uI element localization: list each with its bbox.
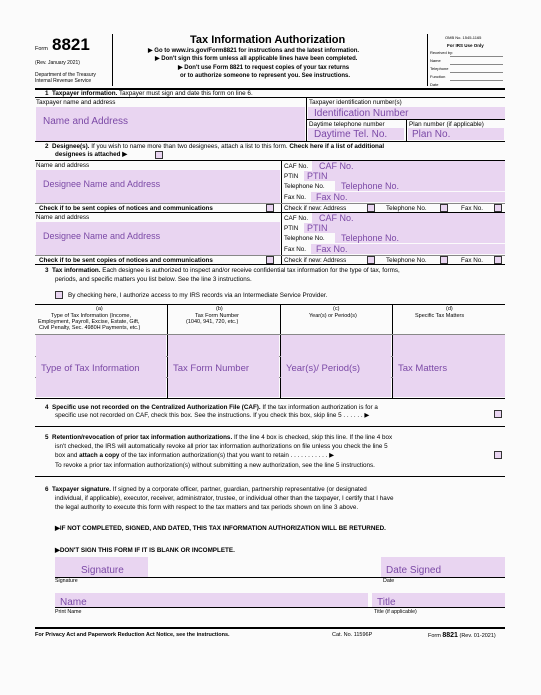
line5-number: 5 <box>45 434 49 441</box>
irs-function: Function <box>430 74 446 79</box>
col-a-line1: Type of Tax Information (Income, <box>51 313 131 319</box>
designee1-fax-label: Fax No. <box>284 194 307 201</box>
daytime-phone-label: Daytime telephone number <box>309 121 385 128</box>
rule <box>35 141 505 142</box>
line2-text: If you wish to name more than two designees, attach a list to this form. <box>91 143 288 150</box>
omb-number: OMB No. 1545-1165 <box>445 35 482 40</box>
line1-number: 1 <box>45 90 49 97</box>
irs-rule <box>450 64 503 65</box>
rule <box>35 476 505 477</box>
footer-rev: (Rev. 01-2021) <box>459 633 496 639</box>
line6-heading <box>45 486 367 493</box>
taxpayer-tin-label: Taxpayer identification number(s) <box>309 99 402 106</box>
designee2-new-tel-checkbox[interactable] <box>440 256 448 264</box>
designee1-caf-value: CAF No. <box>319 161 354 171</box>
line5-text3b: attach a copy <box>79 452 120 459</box>
line5-checkbox[interactable] <box>494 451 502 459</box>
tax-form-number-value: Tax Form Number <box>173 363 250 374</box>
designee2-new-address-label: Check if new: Address <box>284 257 347 264</box>
years-periods-value: Year(s)/ Period(s) <box>286 363 361 374</box>
rule <box>281 160 282 212</box>
line3-number: 3 <box>45 267 49 274</box>
designee1-new-tel-label: Telephone No. <box>386 205 427 212</box>
irs-rule <box>450 72 503 73</box>
col-b-line1: Tax Form Number <box>195 313 240 319</box>
line3-text1: Each designee is authorized to inspect and/or receive confidential tax information for the type of tax, forms, <box>102 267 400 274</box>
ives-label: By checking here, I authorize access to my IRS records via an Intermediate Service Provider. <box>68 292 328 299</box>
taxpayer-name-value: Name and Address <box>43 116 129 127</box>
designee1-fax-value: Fax No. <box>316 192 348 202</box>
rule <box>35 264 505 265</box>
print-name-value: Name <box>60 597 87 608</box>
designee1-ptin-field[interactable] <box>304 171 505 181</box>
rule <box>35 97 505 98</box>
line2-number: 2 <box>45 143 49 150</box>
line5-text3c: of the tax information authorization(s) that you want to retain . . . . . . . . . . . ▶ <box>121 452 334 459</box>
line6-number: 6 <box>45 486 49 493</box>
col-d-letter: (d) <box>446 306 453 312</box>
plan-number-label: Plan number (if applicable) <box>409 121 484 128</box>
designee2-new-tel-label: Telephone No. <box>386 257 427 264</box>
form-title: Tax Information Authorization <box>190 34 346 46</box>
privacy-notice: For Privacy Act and Paperwork Reduction Act Notice, see the instructions. <box>35 632 230 638</box>
rule <box>35 426 505 427</box>
instruction-dont-sign: ▶ Don't sign this form unless all applicable lines have been completed. <box>155 56 358 62</box>
taxpayer-tin-value: Identification Number <box>314 108 409 119</box>
designee2-fax-value: Fax No. <box>316 244 348 254</box>
designee1-new-address-checkbox[interactable] <box>367 204 375 212</box>
signature-value: Signature <box>81 565 124 576</box>
designee2-copies-checkbox[interactable] <box>266 256 274 264</box>
taxpayer-name-label: Taxpayer name and address <box>36 99 116 106</box>
line4-heading <box>45 404 378 411</box>
instruction-goto: ▶ Go to www.irs.gov/Form8821 for instructions and the latest information. <box>148 48 360 54</box>
instruction-dont-use: ▶ Don't use Form 8821 to request copies of your tax returns <box>178 65 350 71</box>
form-number: 8821 <box>52 35 90 54</box>
irs-rule <box>450 56 503 57</box>
title-label: Title (if applicable) <box>374 609 417 615</box>
irs-use-only: For IRS Use Only <box>447 43 484 48</box>
designee2-ptin-value: PTIN <box>307 223 328 233</box>
designee2-name-value: Designee Name and Address <box>43 231 161 241</box>
daytime-phone-value: Daytime Tel. No. <box>314 129 388 140</box>
line2-bold-text: Check here if a list of additional <box>289 143 385 150</box>
line5-text2: isn't checked, the IRS will automatically revoke all prior tax information authorizations on file unless you check the line 5 <box>55 443 388 450</box>
irs-date: Date <box>430 82 439 87</box>
line6-text2: individual, if applicable), executor, receiver, administrator, trustee, or individual other than the taxpayer, I certify that I have <box>55 495 394 502</box>
designee1-ptin-value: PTIN <box>307 171 328 181</box>
rule <box>55 607 505 608</box>
line4-bold: Specific use not recorded on the Centralized Authorization File (CAF). <box>52 404 261 411</box>
col-c-line1: Year(s) or Period(s) <box>309 313 357 319</box>
footer-rule <box>35 627 505 629</box>
line3-text2: periods, and specific matters you list below. See the line 3 instructions. <box>55 276 252 283</box>
col-d-line1: Specific Tax Matters <box>415 313 465 319</box>
irs-received-by: Received by: <box>430 50 454 55</box>
designee2-name-label: Name and address <box>36 214 90 221</box>
line4-text1: If the tax information authorization is for a <box>262 404 378 411</box>
date-signed-value: Date Signed <box>386 565 442 576</box>
footer-form-number: 8821 <box>442 632 458 639</box>
designee2-ptin-label: PTIN <box>284 225 299 232</box>
designee1-name-label: Name and address <box>36 162 90 169</box>
designee2-caf-value: CAF No. <box>319 213 354 223</box>
date-label: Date <box>383 578 395 584</box>
col-c-letter: (c) <box>333 306 340 312</box>
line5-text3 <box>55 452 334 459</box>
revision-date: (Rev. January 2021) <box>35 60 80 66</box>
department-line1: Department of the Treasury <box>35 72 96 78</box>
line4-checkbox[interactable] <box>494 410 502 418</box>
line2-heading-bold: Designee(s). <box>52 143 90 150</box>
designee2-tel-label: Telephone No. <box>284 235 325 242</box>
line6-text1: If signed by a corporate officer, partner, guardian, partnership representative (or designated <box>112 486 367 493</box>
title-value: Title <box>377 597 396 608</box>
col-a-letter: (a) <box>96 306 103 312</box>
department-line2: Internal Revenue Service <box>35 78 92 84</box>
col-b-line2: (1040, 941, 720, etc.) <box>186 319 239 325</box>
tax-matters-value: Tax Matters <box>398 363 448 374</box>
designee1-ptin-label: PTIN <box>284 173 299 180</box>
line3-heading <box>45 267 400 274</box>
designee2-new-fax-checkbox[interactable] <box>494 256 502 264</box>
designee1-tel-value: Telephone No. <box>341 181 400 191</box>
line2-bold-text2: designees is attached ▶ <box>55 151 128 158</box>
ives-checkbox[interactable] <box>55 291 63 299</box>
catalog-number: Cat. No. 11596P <box>332 632 373 638</box>
line5-text3a: box and <box>55 452 78 459</box>
signature-label: Signature <box>55 578 78 584</box>
rule <box>35 398 505 399</box>
line1-heading <box>45 90 253 97</box>
line5-heading <box>45 434 392 441</box>
designee1-new-fax-checkbox[interactable] <box>494 204 502 212</box>
col-b-letter: (b) <box>216 306 223 312</box>
line6-text3: the legal authority to execute this form with respect to the tax matters and tax periods shown on line 3 above. <box>55 504 359 511</box>
designee1-copies-checkbox[interactable] <box>266 204 274 212</box>
irs-telephone: Telephone <box>430 66 449 71</box>
print-name-field[interactable] <box>55 593 368 607</box>
line5-text1: If the line 4 box is checked, skip this line. If the line 4 box <box>233 434 393 441</box>
plan-number-value: Plan No. <box>412 129 451 140</box>
print-name-label: Print Name <box>55 609 82 615</box>
irs-rule <box>450 80 503 81</box>
header-divider-left <box>112 34 113 86</box>
designee1-new-tel-checkbox[interactable] <box>440 204 448 212</box>
line6-bold: Taxpayer signature. <box>52 486 112 493</box>
rule <box>281 212 282 264</box>
line1-heading-rest: Taxpayer must sign and date this form on line 6. <box>118 90 253 97</box>
line4-text2: specific use not recorded on CAF, check this box. See the instructions. If you check this box, skip line 5 . . . . . . ▶ <box>55 412 370 419</box>
line2-heading <box>45 143 384 150</box>
designee2-new-fax-label: Fax No. <box>461 257 484 264</box>
col-a-line2: Employment, Payroll, Excise, Estate, Gift, <box>38 319 140 325</box>
designee1-tel-label: Telephone No. <box>284 183 325 190</box>
footer-form-word: Form <box>428 633 441 639</box>
designee2-new-address-checkbox[interactable] <box>367 256 375 264</box>
type-of-tax-value: Type of Tax Information <box>41 363 140 374</box>
designee2-copies-label: Check if to be sent copies of notices and communications <box>39 257 213 264</box>
header-divider-right <box>427 34 428 86</box>
line3-heading-bold: Tax information. <box>52 267 101 274</box>
footer-form-label <box>428 632 496 640</box>
designee1-caf-label: CAF No. <box>284 163 309 170</box>
line4-number: 4 <box>45 404 49 411</box>
additional-designees-checkbox[interactable] <box>155 151 163 159</box>
line1-heading-bold: Taxpayer information. <box>52 90 118 97</box>
designee2-ptin-field[interactable] <box>304 223 505 233</box>
line6-warning2: ▶DON'T SIGN THIS FORM IF IT IS BLANK OR INCOMPLETE. <box>55 547 235 554</box>
line6-warning1: ▶IF NOT COMPLETED, SIGNED, AND DATED, THIS TAX INFORMATION AUTHORIZATION WILL BE RETURNED. <box>55 525 386 532</box>
designee1-new-address-label: Check if new: Address <box>284 205 347 212</box>
irs-name: Name <box>430 58 441 63</box>
designee2-fax-label: Fax No. <box>284 246 307 253</box>
designee1-name-value: Designee Name and Address <box>43 179 161 189</box>
rule <box>35 304 505 305</box>
rule <box>55 577 505 578</box>
designee2-tel-value: Telephone No. <box>341 233 400 243</box>
form-label: Form <box>35 46 48 52</box>
instruction-represent: or to authorize someone to represent you. See instructions. <box>180 73 351 79</box>
line5-text4: To revoke a prior tax information authorization(s) without submitting a new authorization, see the line 5 instructions. <box>55 462 375 469</box>
designee2-caf-label: CAF No. <box>284 215 309 222</box>
col-a-line3: Civil Penalty, Sec. 4980H Payments, etc.) <box>39 325 141 331</box>
designee1-copies-label: Check if to be sent copies of notices and communications <box>39 205 213 212</box>
line5-bold: Retention/revocation of prior tax information authorizations. <box>52 434 233 441</box>
designee1-new-fax-label: Fax No. <box>461 205 484 212</box>
rule <box>406 119 407 141</box>
